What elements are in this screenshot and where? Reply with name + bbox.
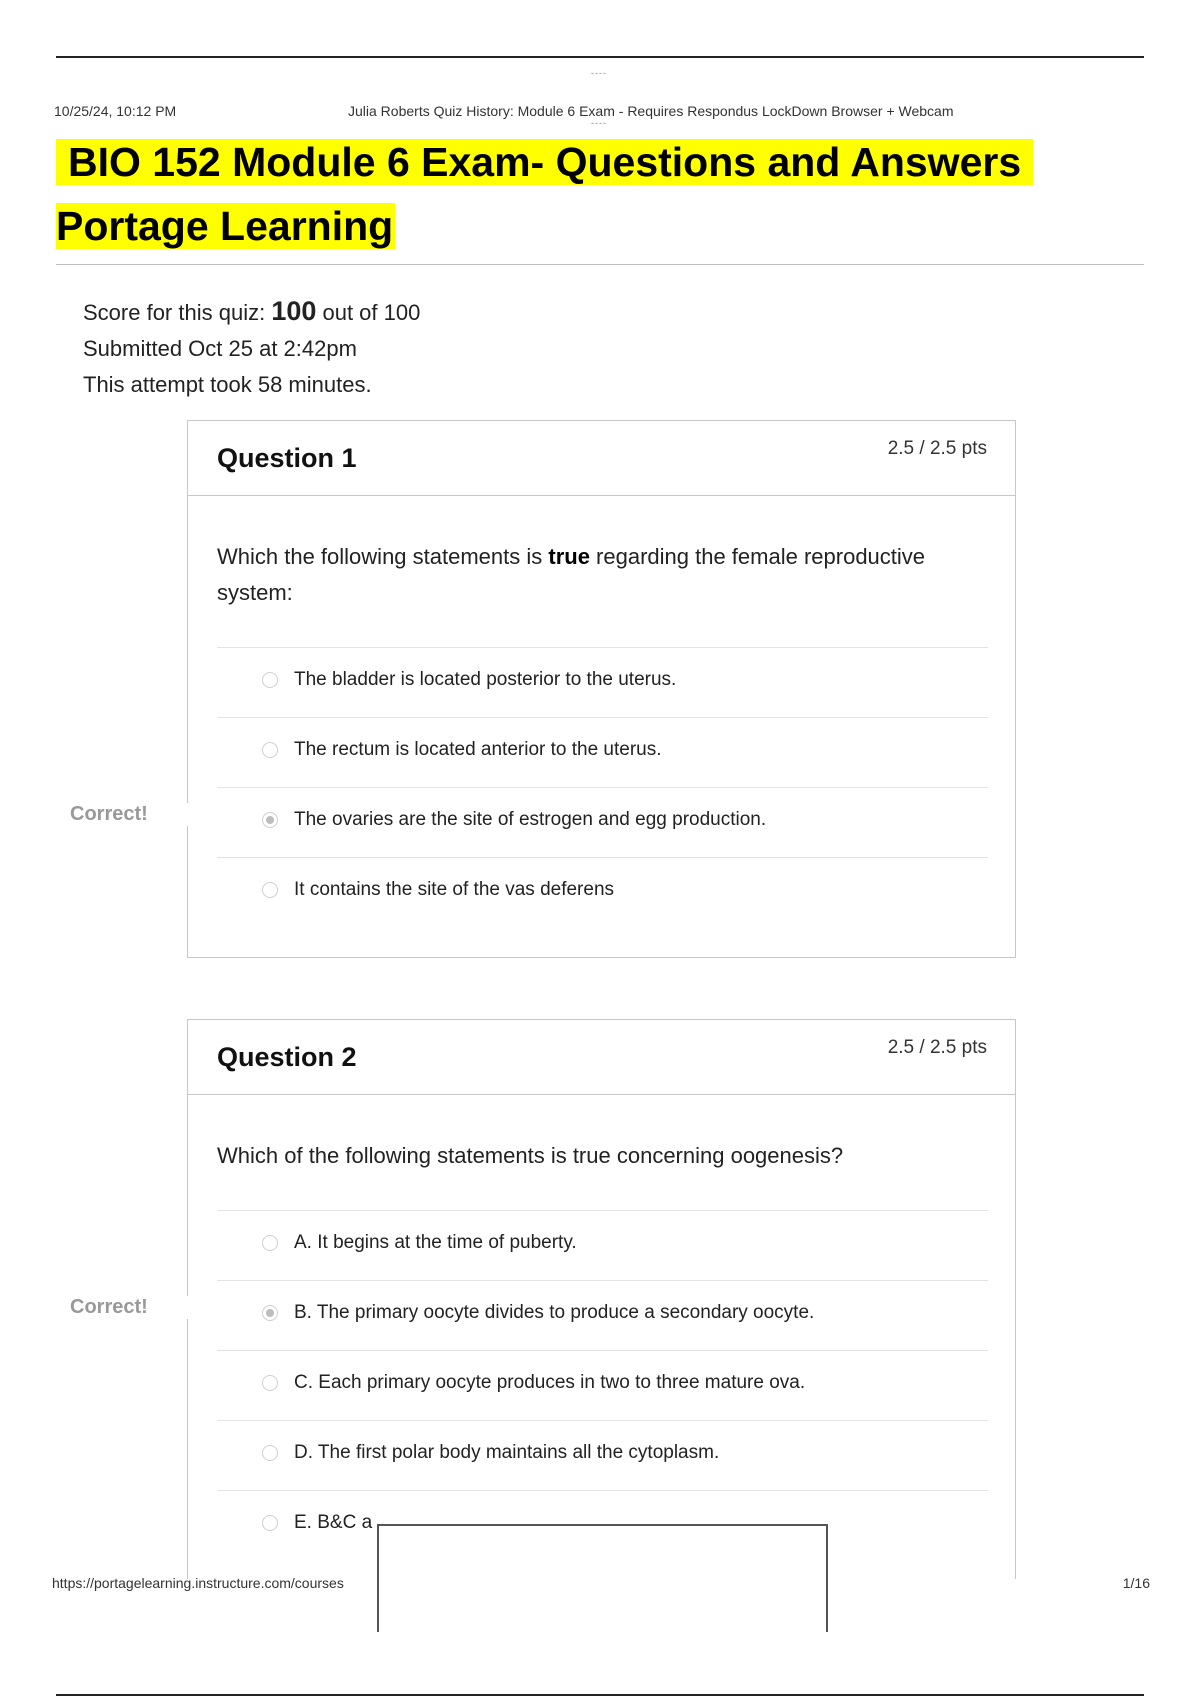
- submitted-line: Submitted Oct 25 at 2:42pm: [83, 336, 357, 361]
- answer-label: C. Each primary oocyte produces in two to three mature ova.: [294, 1372, 806, 1393]
- answer-label: The ovaries are the site of estrogen and egg production.: [294, 809, 767, 830]
- title-divider: [56, 264, 1144, 265]
- duration-line: This attempt took 58 minutes.: [83, 372, 372, 397]
- answer-option[interactable]: [217, 647, 988, 717]
- question-1-answers: [217, 647, 988, 927]
- score-suffix: out of 100: [316, 300, 421, 325]
- question-1-points: 2.5 / 2.5 pts: [887, 438, 987, 459]
- radio-button-selected[interactable]: [262, 812, 278, 828]
- print-page-number: 1/16: [1122, 1575, 1150, 1591]
- answer-label: The rectum is located anterior to the uterus.: [294, 739, 662, 760]
- question-2-header: [188, 1020, 1015, 1095]
- radio-button[interactable]: [262, 1375, 278, 1391]
- radio-button[interactable]: [262, 1235, 278, 1251]
- document-title: [56, 130, 1156, 258]
- answer-label: B. The primary oocyte divides to produce a secondary oocyte.: [294, 1302, 815, 1323]
- radio-button[interactable]: [262, 672, 278, 688]
- bottom-rule: [56, 1694, 1144, 1696]
- radio-button[interactable]: [262, 742, 278, 758]
- answer-option[interactable]: [217, 787, 988, 857]
- question-1-card: [187, 420, 1016, 958]
- question-1-text-part-2: regarding the female reproductive system:: [217, 544, 926, 605]
- top-rule: [56, 56, 1144, 58]
- score-value: 100: [271, 296, 317, 326]
- answer-label: D. The first polar body maintains all the cytoplasm.: [294, 1442, 720, 1463]
- question-2-correct-label: Correct!: [70, 1296, 188, 1319]
- answer-label: The bladder is located posterior to the uterus.: [294, 669, 677, 690]
- answer-option[interactable]: [217, 857, 988, 927]
- score-prefix: Score for this quiz:: [83, 300, 272, 325]
- question-1-header: [188, 421, 1015, 496]
- radio-button[interactable]: [262, 882, 278, 898]
- header-mark-lower: ----: [591, 118, 607, 128]
- question-2-card: [187, 1019, 1016, 1579]
- overlay-panel: [377, 1524, 828, 1632]
- title-line-2: Portage Learning: [56, 203, 394, 249]
- answer-option[interactable]: [217, 717, 988, 787]
- radio-button[interactable]: [262, 1515, 278, 1531]
- title-line-1: BIO 152 Module 6 Exam- Questions and Answers: [56, 139, 1033, 185]
- answer-label: E. B&C a: [294, 1512, 373, 1533]
- header-mark: ----: [591, 68, 607, 78]
- radio-button[interactable]: [262, 1445, 278, 1461]
- answer-option[interactable]: [217, 1280, 988, 1350]
- question-1-title: Question 1: [217, 443, 357, 473]
- question-1-text: [217, 539, 987, 611]
- question-2-title: Question 2: [217, 1042, 357, 1072]
- question-2-points: 2.5 / 2.5 pts: [887, 1037, 987, 1058]
- question-2-answers: [217, 1210, 988, 1560]
- answer-option[interactable]: [217, 1210, 988, 1280]
- score-line: [83, 293, 420, 331]
- question-1-correct-label: Correct!: [70, 803, 188, 826]
- answer-label: A. It begins at the time of puberty.: [294, 1232, 577, 1253]
- answer-option[interactable]: [217, 1420, 988, 1490]
- print-timestamp: 10/25/24, 10:12 PM: [54, 103, 177, 119]
- question-2-text: Which of the following statements is true concerning oogenesis?: [217, 1143, 844, 1168]
- answer-label: It contains the site of the vas deferens: [294, 879, 615, 900]
- print-footer-url: https://portagelearning.instructure.com/courses: [52, 1575, 344, 1591]
- question-1-text-bold: true: [548, 544, 590, 569]
- radio-button-selected[interactable]: [262, 1305, 278, 1321]
- answer-option[interactable]: [217, 1350, 988, 1420]
- print-window-title: Julia Roberts Quiz History: Module 6 Exam - Requires Respondus LockDown Browser + Webcam: [348, 103, 954, 119]
- quiz-summary: [83, 293, 420, 403]
- question-1-text-part: Which the following statements is: [217, 544, 549, 569]
